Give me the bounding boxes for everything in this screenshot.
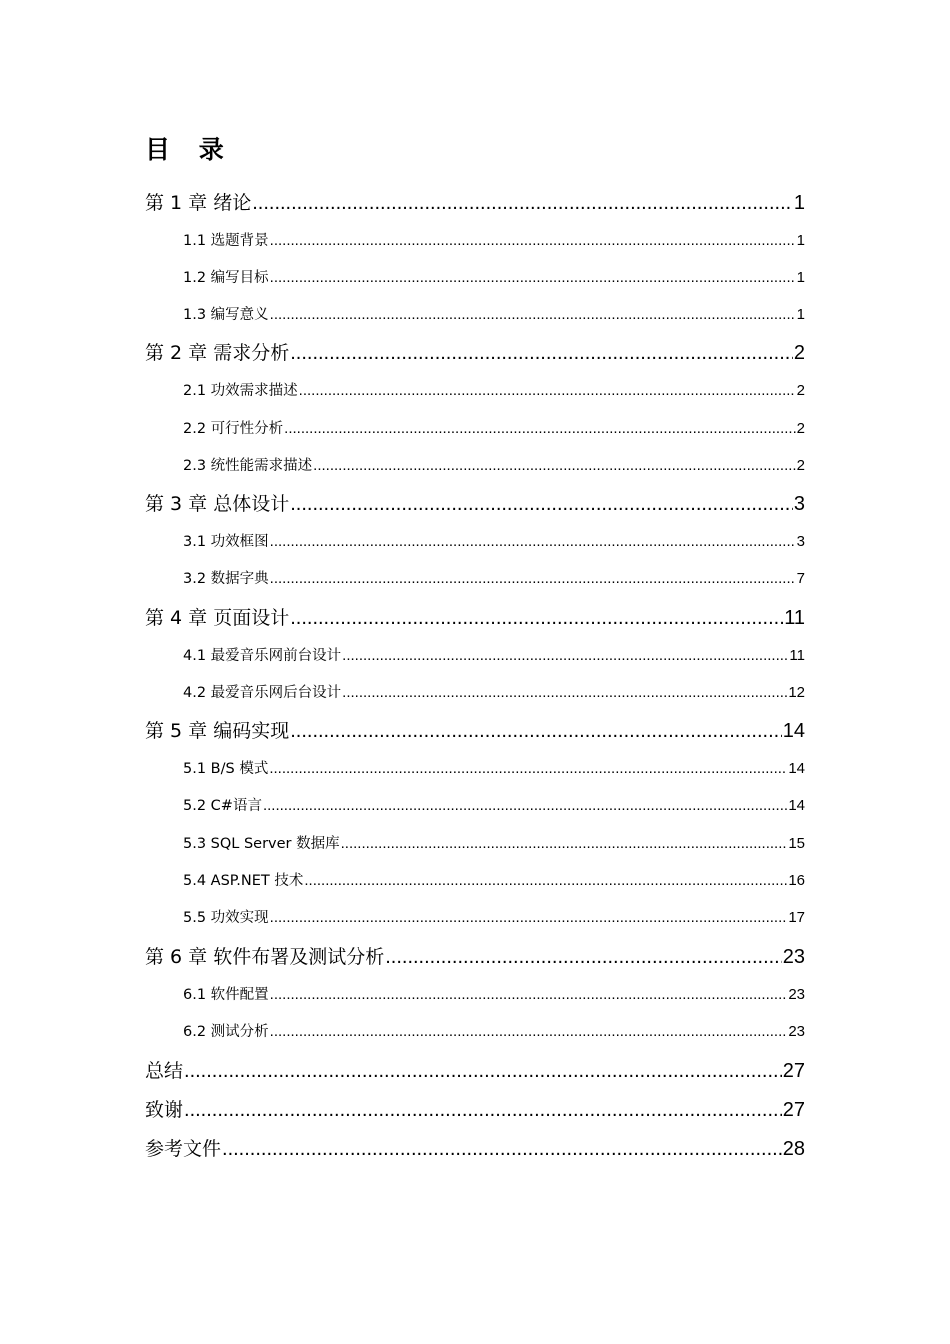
toc-page-number: 1 bbox=[796, 232, 805, 249]
toc-page-number: 3 bbox=[793, 493, 805, 515]
toc-dot-leader bbox=[270, 908, 788, 928]
toc-entry-text: 1.3 编写意义 bbox=[183, 307, 269, 323]
toc-page-number: 15 bbox=[788, 835, 805, 852]
toc-entry-text: 1.1 选题背景 bbox=[183, 233, 269, 249]
toc-section-entry[interactable] bbox=[183, 569, 805, 589]
toc-page-number: 1 bbox=[796, 269, 805, 286]
toc-section-entry[interactable] bbox=[183, 796, 805, 816]
toc-page-number: 11 bbox=[784, 607, 805, 629]
toc-entry-text: 4.2 最爱音乐网后台设计 bbox=[183, 685, 342, 701]
toc-dot-leader bbox=[304, 871, 787, 891]
toc-dot-leader bbox=[263, 796, 787, 816]
toc-section-entry[interactable] bbox=[183, 683, 805, 703]
toc-dot-leader bbox=[290, 340, 793, 366]
toc-dot-leader bbox=[341, 834, 788, 854]
toc-page-number: 2 bbox=[796, 457, 805, 474]
toc-entry-text: 2.1 功效需求描述 bbox=[183, 383, 298, 399]
toc-chapter-entry[interactable] bbox=[145, 340, 805, 366]
toc-page-number: 23 bbox=[788, 1023, 805, 1040]
toc-dot-leader bbox=[270, 532, 796, 552]
toc-section-entry[interactable] bbox=[183, 381, 805, 401]
toc-page-number: 1 bbox=[793, 192, 805, 214]
toc-page-number: 14 bbox=[788, 797, 805, 814]
toc-dot-leader bbox=[270, 305, 796, 325]
toc-page-number: 28 bbox=[782, 1138, 805, 1160]
toc-entry-text: 5.3 SQL Server 数据库 bbox=[183, 836, 340, 852]
toc-dot-leader bbox=[222, 1136, 782, 1162]
toc-entry-text: 参考文件 bbox=[145, 1138, 222, 1160]
toc-dot-leader bbox=[284, 419, 795, 439]
toc-entry-text: 5.5 功效实现 bbox=[183, 910, 269, 926]
toc-entry-text: 5.1 B/S 模式 bbox=[183, 761, 269, 777]
toc-dot-leader bbox=[269, 759, 787, 779]
toc-dot-leader bbox=[184, 1097, 782, 1123]
toc-dot-leader bbox=[342, 646, 788, 666]
toc-page-number: 14 bbox=[788, 760, 805, 777]
toc-dot-leader bbox=[270, 268, 796, 288]
toc-page-number: 2 bbox=[793, 342, 805, 364]
toc-dot-leader bbox=[385, 944, 782, 970]
toc-entry-text: 第 2 章 需求分析 bbox=[145, 342, 290, 364]
toc-section-entry[interactable] bbox=[183, 1022, 805, 1042]
toc-chapter-entry[interactable] bbox=[145, 1136, 805, 1162]
toc-entry-text: 致谢 bbox=[145, 1099, 184, 1121]
toc-section-entry[interactable] bbox=[183, 759, 805, 779]
toc-chapter-entry[interactable] bbox=[145, 1097, 805, 1123]
toc-entry-text: 2.3 统性能需求描述 bbox=[183, 458, 313, 474]
toc-entry-text: 5.2 C#语言 bbox=[183, 798, 262, 814]
toc-dot-leader bbox=[290, 718, 782, 744]
toc-page-number: 3 bbox=[796, 533, 805, 550]
toc-chapter-entry[interactable] bbox=[145, 944, 805, 970]
toc-entry-text: 第 3 章 总体设计 bbox=[145, 493, 290, 515]
toc-section-entry[interactable] bbox=[183, 646, 805, 666]
toc-dot-leader bbox=[252, 190, 793, 216]
toc-chapter-entry[interactable] bbox=[145, 718, 805, 744]
toc-section-entry[interactable] bbox=[183, 908, 805, 928]
toc-dot-leader bbox=[299, 381, 796, 401]
toc-entry-text: 第 6 章 软件布署及测试分析 bbox=[145, 946, 385, 968]
toc-page-number: 16 bbox=[788, 872, 805, 889]
toc-page-number: 23 bbox=[782, 946, 805, 968]
toc-title: 目 录 bbox=[145, 135, 234, 164]
toc-dot-leader bbox=[313, 456, 795, 476]
toc-dot-leader bbox=[270, 231, 796, 251]
toc-page-number: 1 bbox=[796, 306, 805, 323]
toc-section-entry[interactable] bbox=[183, 419, 805, 439]
toc-entry-text: 3.2 数据字典 bbox=[183, 571, 269, 587]
toc-chapter-entry[interactable] bbox=[145, 605, 805, 631]
toc-entry-text: 第 1 章 绪论 bbox=[145, 192, 252, 214]
toc-page-number: 14 bbox=[782, 720, 805, 742]
toc-section-entry[interactable] bbox=[183, 985, 805, 1005]
toc-section-entry[interactable] bbox=[183, 305, 805, 325]
toc-dot-leader bbox=[290, 605, 783, 631]
toc-page-number: 17 bbox=[788, 909, 805, 926]
toc-chapter-entry[interactable] bbox=[145, 491, 805, 517]
toc-dot-leader bbox=[270, 1022, 788, 1042]
toc-entry-text: 1.2 编写目标 bbox=[183, 270, 269, 286]
toc-dot-leader bbox=[270, 985, 788, 1005]
toc-entry-text: 6.2 测试分析 bbox=[183, 1024, 269, 1040]
toc-entry-text: 3.1 功效框图 bbox=[183, 534, 269, 550]
toc-page-number: 23 bbox=[788, 986, 805, 1003]
toc-dot-leader bbox=[290, 491, 793, 517]
toc-section-entry[interactable] bbox=[183, 456, 805, 476]
toc-section-entry[interactable] bbox=[183, 231, 805, 251]
toc-section-entry[interactable] bbox=[183, 871, 805, 891]
toc-chapter-entry[interactable] bbox=[145, 190, 805, 216]
toc-entry-text: 总结 bbox=[145, 1060, 184, 1082]
toc-page-number: 7 bbox=[796, 570, 805, 587]
toc-entry-text: 4.1 最爱音乐网前台设计 bbox=[183, 648, 342, 664]
toc-section-entry[interactable] bbox=[183, 532, 805, 552]
toc-page-number: 2 bbox=[796, 420, 805, 437]
toc-chapter-entry[interactable] bbox=[145, 1058, 805, 1084]
toc-dot-leader bbox=[184, 1058, 782, 1084]
toc-page-number: 11 bbox=[789, 647, 805, 664]
toc-page-number: 2 bbox=[796, 382, 805, 399]
toc-page-number: 12 bbox=[788, 684, 805, 701]
toc-page-number: 27 bbox=[782, 1099, 805, 1121]
toc-section-entry[interactable] bbox=[183, 834, 805, 854]
toc-page-number: 27 bbox=[782, 1060, 805, 1082]
toc-entry-text: 第 5 章 编码实现 bbox=[145, 720, 290, 742]
toc-entry-text: 2.2 可行性分析 bbox=[183, 421, 284, 437]
toc-dot-leader bbox=[270, 569, 796, 589]
toc-section-entry[interactable] bbox=[183, 268, 805, 288]
toc-dot-leader bbox=[342, 683, 787, 703]
toc-entry-text: 第 4 章 页面设计 bbox=[145, 607, 290, 629]
toc-entry-text: 5.4 ASP.NET 技术 bbox=[183, 873, 304, 889]
toc-entry-text: 6.1 软件配置 bbox=[183, 987, 269, 1003]
